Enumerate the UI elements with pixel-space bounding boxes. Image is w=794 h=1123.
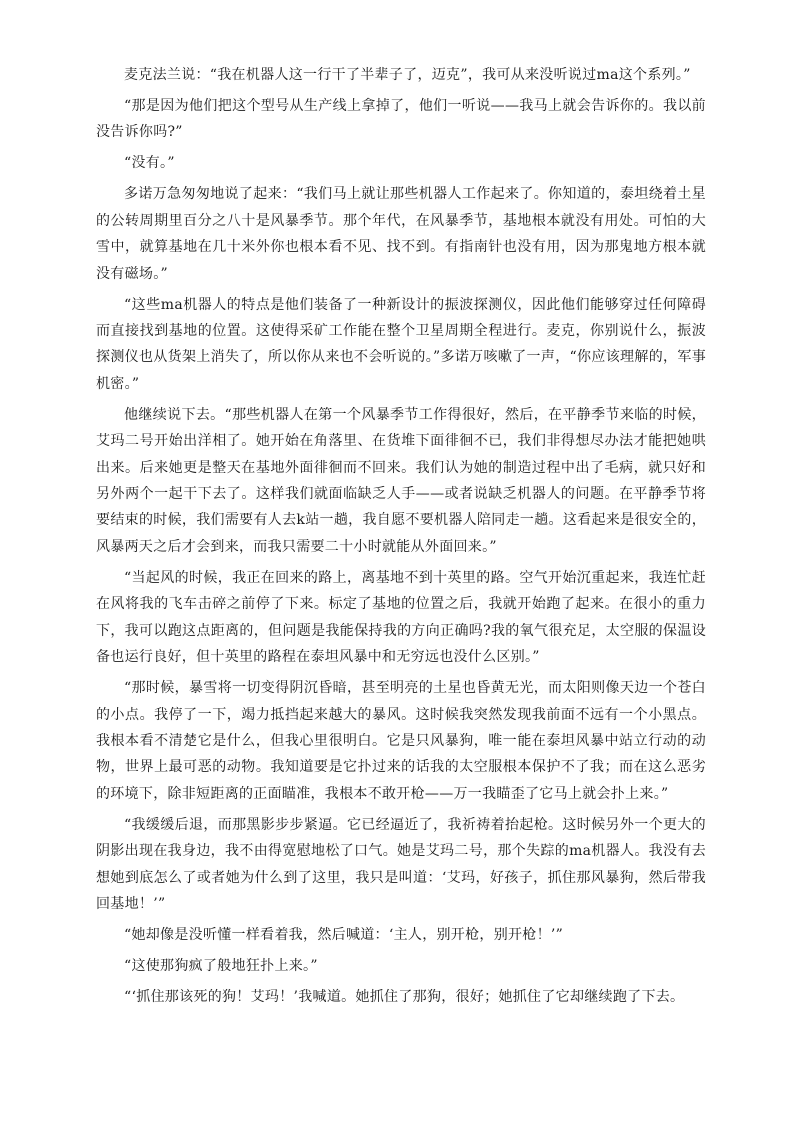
paragraph: 麦克法兰说：“我在机器人这一行干了半辈子了，迈克”，我可从来没听说过ma这个系列。” [124,67,691,83]
paragraph: “这使那狗疯了般地狂扑上来。” [124,957,318,974]
paragraph: “这些ma机器人的特点是他们装备了一种新设计的振波探测仪，因此他们能够穿过任何障碍而直接找到基地的位置。这使得采矿工作能在整个卫星周期全程进行。麦克，你别说什么，振波探测仪也从货架上消失了，所以你从来也不会听说的。”多诺万咳嗽了一声，“你应该理解的，军事机密。” [96,296,706,392]
paragraph: “那是因为他们把这个型号从生产线上拿掉了，他们一听说——我马上就会告诉你的。我以前没告诉你吗?” [96,98,706,141]
paragraph: 他继续说下去。“那些机器人在第一个风暴季节工作得很好，然后，在平静季节来临的时候，艾玛二号开始出洋相了。她开始在角落里、在货堆下面徘徊不已，我们非得想尽办法才能把她哄出来。后来她更是整天在基地外面徘徊而不回来。我们认为她的制造过程中出了毛病，就只好和另外两个一起干下去了。这样我们就面临缺乏人手——或者说缺乏机器人的问题。在平静季节将要结束的时候，我们需要有人去k站一趟，我自愿不要机器人陪同走一趟。这看起来是很安全的，风暴两天之后才会到来，而我只需要二十小时就能从外面回来。” [96,406,706,555]
paragraph: “我缓缓后退，而那黑影步步紧逼。它已经逼近了，我祈祷着抬起枪。这时候另外一个更大的阴影出现在我身边，我不由得宽慰地松了口气。她是艾玛二号，那个失踪的ma机器人。我没有去想她到底怎么了或者她为什么到了这里，我只是叫道：‘艾玛，好孩子，抓住那风暴狗，然后带我回基地！’” [96,816,706,912]
paragraph: 多诺万急匆匆地说了起来：“我们马上就让那些机器人工作起来了。你知道的，泰坦绕着土星的公转周期里百分之八十是风暴季节。那个年代，在风暴季节，基地根本就没有用处。可怕的大雪中，就算基地在几十米外你也根本看不见、找不到。有指南针也没有用，因为那鬼地方根本就没有磁场。” [96,186,706,282]
paragraph: “当起风的时候，我正在回来的路上，离基地不到十英里的路。空气开始沉重起来，我连忙赶在风将我的飞车击碎之前停了下来。标定了基地的位置之后，我就开始跑了起来。在很小的重力下，我可以跑这点距离的，但问题是我能保持我的方向正确吗?我的氧气很充足，太空服的保温设备也运行良好，但十英里的路程在泰坦风暴中和无穷远也没什么区别。” [96,569,706,666]
paragraph: “那时候，暴雪将一切变得阴沉昏暗，甚至明亮的土星也昏黄无光，而太阳则像天边一个苍白的小点。我停了一下，竭力抵挡起来越大的暴风。这时候我突然发现我前面不远有一个小黑点。我根本看不清楚它是什么，但我心里很明白。它是只风暴狗，唯一能在泰坦风暴中站立行动的动物，世界上最可恶的动物。我知道要是它扑过来的话我的太空服根本保护不了我；而在这么恶劣的环境下，除非短距离的正面瞄准，我根本不敢开枪——万一我瞄歪了它马上就会扑上来。” [96,680,706,802]
paragraph: “没有。” [124,155,175,172]
paragraph: “她却像是没听懂一样看着我，然后喊道：‘主人，别开枪，别开枪！’” [124,926,564,943]
paragraph: “‘抓住那该死的狗！艾玛！’我喊道。她抓住了那狗，很好；她抓住了它却继续跑了下去。 [124,988,685,1005]
document-body [96,62,706,1015]
